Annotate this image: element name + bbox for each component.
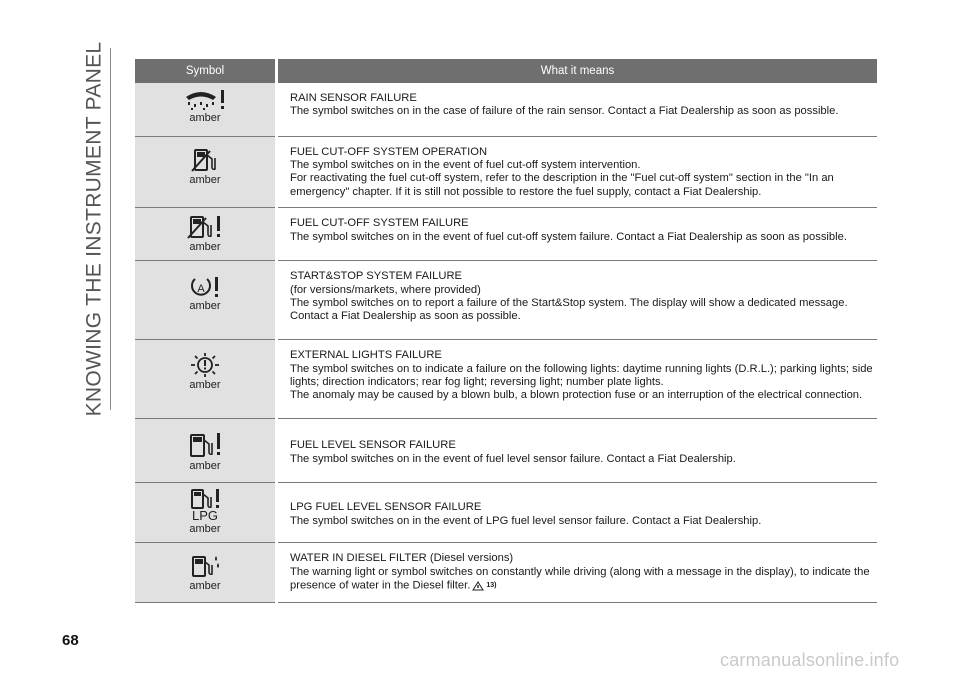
warning-title: EXTERNAL LIGHTS FAILURE <box>290 349 442 362</box>
meaning-cell <box>277 483 878 543</box>
symbol-cell <box>135 543 277 603</box>
table-row <box>135 419 877 483</box>
warning-title: RAIN SENSOR FAILURE <box>290 92 417 104</box>
page-number: 68 <box>62 632 79 649</box>
symbol-color-label: amber <box>189 300 221 313</box>
lpg-fuel-level-sensor-failure-icon <box>187 488 223 510</box>
table-row <box>135 483 877 543</box>
warning-symbols-table <box>135 59 877 603</box>
meaning-cell <box>277 136 878 208</box>
meaning-cell <box>277 340 878 419</box>
symbol-cell <box>135 208 277 261</box>
rain-sensor-failure-icon <box>183 89 227 111</box>
start-stop-failure-icon <box>186 275 224 299</box>
warning-title: FUEL LEVEL SENSOR FAILURE <box>290 439 456 452</box>
symbol-color-label: amber <box>189 460 221 473</box>
table-row <box>135 261 877 340</box>
table-row <box>135 208 877 261</box>
warning-description: The symbol switches on in the event of fuel cut-off system intervention. <box>290 158 641 171</box>
warning-description: The symbol switches on in the case of failure of the rain sensor. Contact a Fiat Dealership as soon as possible. <box>290 105 839 118</box>
symbol-color-label: amber <box>189 580 221 593</box>
meaning-cell <box>277 208 878 261</box>
meaning-cell <box>277 419 878 483</box>
watermark: carmanualsonline.info <box>720 650 900 670</box>
symbol-cell <box>135 340 277 419</box>
warning-description: The symbol switches on in the event of LPG fuel level sensor failure. Contact a Fiat Dealership. <box>290 514 762 527</box>
warning-description: The symbol switches on in the event of fuel level sensor failure. Contact a Fiat Dealership. <box>290 452 736 465</box>
fuel-cut-off-operation-icon <box>190 147 220 173</box>
warning-description: The anomaly may be caused by a blown bulb, a blown protection fuse or an interruption of the electrical connection. <box>290 389 863 402</box>
warning-title: LPG FUEL LEVEL SENSOR FAILURE <box>290 501 482 514</box>
table-row <box>135 83 877 136</box>
note-reference: 13) <box>486 581 497 589</box>
section-divider <box>110 48 111 410</box>
table-header-row <box>135 59 877 83</box>
svg-text:A: A <box>197 283 205 296</box>
table-row <box>135 340 877 419</box>
symbol-cell <box>135 483 277 543</box>
fuel-cut-off-failure-icon <box>186 214 224 240</box>
warning-description: The symbol switches on to report a failure of the Start&Stop system. The display will show a dedicated message. Contact a Fiat Dealership as soon as possible. <box>290 296 848 323</box>
meaning-cell <box>277 83 878 136</box>
warning-title: FUEL CUT-OFF SYSTEM FAILURE <box>290 217 469 230</box>
header-symbol: Symbol <box>135 59 277 83</box>
note-hand-icon <box>472 581 484 591</box>
fuel-level-sensor-failure-icon <box>187 431 223 459</box>
warning-description: For reactivating the fuel cut-off system, refer to the description in the "Fuel cut-off system" section in the "In an emergency" chapter. If it is still not possible to restore the fuel supply, contact a Fiat Dealership. <box>290 172 834 198</box>
warning-title: START&STOP SYSTEM FAILURE <box>290 270 463 283</box>
lpg-icon-text: LPG <box>191 508 218 524</box>
warning-title: WATER IN DIESEL FILTER (Diesel versions) <box>290 552 514 565</box>
table-row <box>135 543 877 603</box>
meaning-cell <box>277 543 878 603</box>
warning-description: The symbol switches on in the event of fuel cut-off system failure. Contact a Fiat Dealership as soon as possible. <box>290 230 847 243</box>
warning-description <box>290 566 877 593</box>
section-title: KNOWING THE INSTRUMENT PANEL <box>82 41 105 417</box>
symbol-color-label: amber <box>189 379 221 392</box>
header-meaning: What it means <box>277 59 878 83</box>
table-row <box>135 136 877 208</box>
warning-description: (for versions/markets, where provided) <box>290 283 481 296</box>
symbol-color-label: amber <box>189 241 221 254</box>
meaning-cell <box>277 261 878 340</box>
symbol-cell <box>135 136 277 208</box>
symbol-cell <box>135 83 277 136</box>
symbol-cell <box>135 419 277 483</box>
symbol-color-label: amber <box>189 112 221 124</box>
symbol-cell <box>135 261 277 340</box>
symbol-color-label: amber <box>189 173 221 186</box>
warning-title: FUEL CUT-OFF SYSTEM OPERATION <box>290 145 488 158</box>
symbol-color-label: amber <box>189 523 221 536</box>
warning-description-text: The warning light or symbol switches on constantly while driving (along with a message in the display), to indicate the presence of water in the Diesel filter. <box>290 565 870 592</box>
external-lights-failure-icon <box>187 352 223 378</box>
warning-description: The symbol switches on to indicate a failure on the following lights: daytime running lights (D.R.L.); parking lights; side lights; direction indicators; rear fog light; reversing light; number plate lights. <box>290 362 873 388</box>
water-in-diesel-filter-icon <box>189 553 221 579</box>
